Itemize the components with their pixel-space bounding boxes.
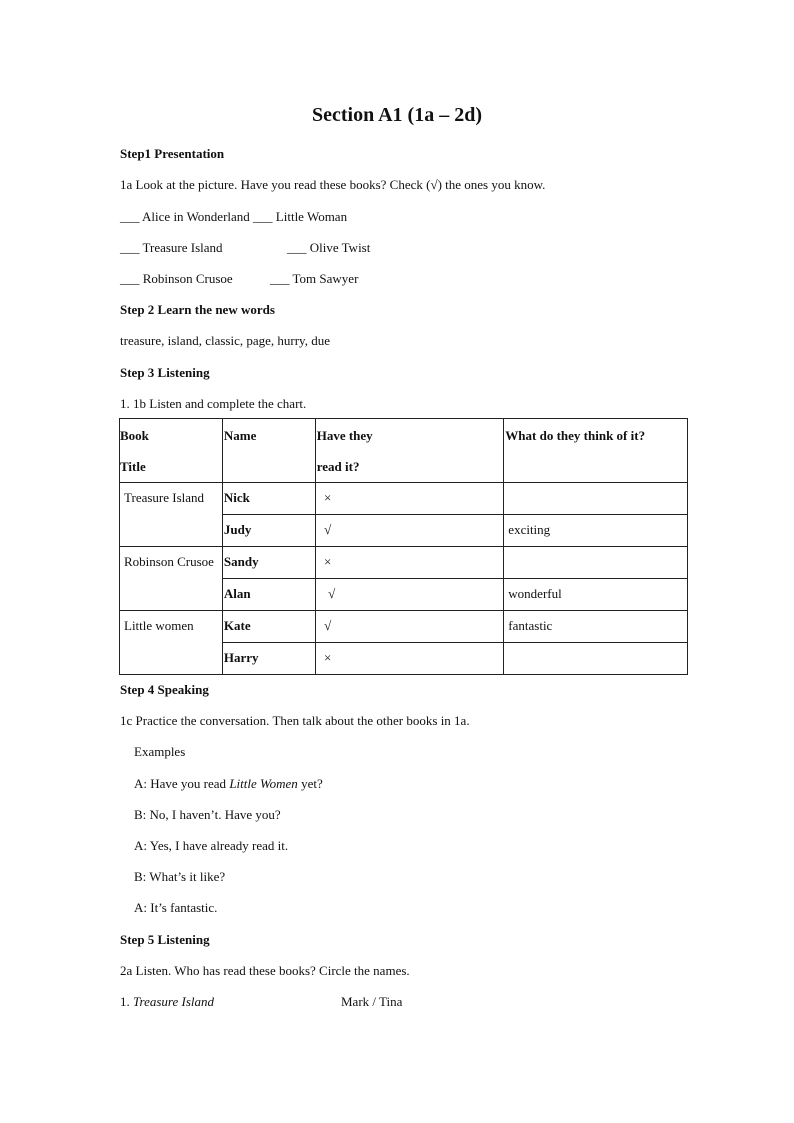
opinion-cell[interactable]: wonderful — [504, 579, 688, 611]
name-cell: Harry — [222, 643, 315, 675]
book-cell: Little women — [120, 611, 223, 675]
header-book-line2: Title — [120, 459, 146, 474]
opinion-cell[interactable] — [504, 547, 688, 579]
name-cell: Alan — [222, 579, 315, 611]
header-book-line1: Book — [120, 428, 149, 443]
book-option — [287, 240, 370, 256]
name-cell: Kate — [222, 611, 315, 643]
check-mark: √ — [324, 618, 332, 633]
step1-instruction: 1a Look at the picture. Have you read these books? Check (√) the ones you know. — [120, 177, 546, 192]
dialogue-line: B: What’s it like? — [134, 869, 226, 884]
book-title: Treasure Island — [142, 240, 223, 255]
answer-blank[interactable]: ___ — [120, 240, 140, 255]
item-number: 1. — [120, 994, 130, 1009]
examples-label: Examples — [134, 744, 186, 759]
book-option — [120, 240, 223, 256]
step3-heading: Step 3 Listening — [120, 365, 210, 380]
step1-heading: Step1 Presentation — [120, 146, 225, 161]
page-title: Section A1 (1a – 2d) — [312, 104, 482, 126]
answer-blank[interactable]: ___ — [253, 209, 273, 224]
opinion-cell[interactable]: fantastic — [504, 611, 688, 643]
header-read-line1: Have they — [316, 428, 373, 443]
book-title: Robinson Crusoe — [142, 271, 233, 286]
item-book-title: Treasure Island — [133, 994, 215, 1009]
answer-blank[interactable]: ___ — [287, 240, 307, 255]
dialogue-line: A: Yes, I have already read it. — [134, 838, 289, 853]
listening-item — [120, 994, 214, 1010]
cross-mark: × — [324, 650, 332, 665]
step2-heading: Step 2 Learn the new words — [120, 302, 275, 317]
cross-mark: × — [324, 490, 332, 505]
step4-instruction: 1c Practice the conversation. Then talk about the other books in 1a. — [120, 713, 470, 728]
check-mark: √ — [328, 586, 336, 601]
table-row — [120, 611, 688, 643]
dialogue-line: A: It’s fantastic. — [134, 900, 218, 915]
step5-heading: Step 5 Listening — [120, 932, 210, 947]
opinion-cell[interactable]: exciting — [504, 515, 688, 547]
listening-chart — [119, 418, 688, 675]
read-cell[interactable] — [315, 515, 504, 547]
step5-instruction: 2a Listen. Who has read these books? Circle the names. — [120, 963, 410, 978]
read-cell[interactable] — [315, 547, 504, 579]
header-have-read — [315, 419, 504, 483]
read-cell[interactable] — [315, 643, 504, 675]
dialogue-line: B: No, I haven’t. Have you? — [134, 807, 281, 822]
book-cell: Robinson Crusoe — [120, 547, 223, 611]
vocabulary-list: treasure, island, classic, page, hurry, due — [120, 333, 330, 348]
cross-mark: × — [324, 554, 332, 569]
dialogue-line — [134, 776, 323, 792]
book-title: Little Woman — [275, 209, 348, 224]
step3-instruction: 1. 1b Listen and complete the chart. — [120, 396, 307, 411]
check-mark: √ — [324, 522, 332, 537]
book-option — [270, 271, 358, 287]
book-cell: Treasure Island — [120, 483, 223, 547]
dialogue-text: A: Have you read — [134, 776, 230, 791]
table-header-row — [120, 419, 688, 483]
read-cell[interactable] — [315, 611, 504, 643]
name-choices[interactable]: Mark / Tina — [341, 994, 403, 1009]
read-cell[interactable] — [315, 483, 504, 515]
book-option — [120, 209, 347, 225]
step4-heading: Step 4 Speaking — [120, 682, 209, 697]
name-cell: Sandy — [222, 547, 315, 579]
opinion-cell[interactable] — [504, 483, 688, 515]
dialogue-text: yet? — [297, 776, 323, 791]
book-option — [120, 271, 233, 287]
book-title: Tom Sawyer — [292, 271, 359, 286]
answer-blank[interactable]: ___ — [120, 271, 140, 286]
read-cell[interactable] — [315, 579, 504, 611]
book-title: Alice in Wonderland — [142, 209, 250, 224]
header-read-line2: read it? — [316, 459, 360, 474]
name-cell: Judy — [222, 515, 315, 547]
book-title: Olive Twist — [309, 240, 371, 255]
table-row — [120, 547, 688, 579]
header-name: Name — [222, 419, 315, 483]
book-title-italic: Little Women — [229, 776, 298, 791]
header-book-title — [120, 419, 223, 483]
answer-blank[interactable]: ___ — [120, 209, 140, 224]
opinion-cell[interactable] — [504, 643, 688, 675]
table-row — [120, 483, 688, 515]
header-opinion: What do they think of it? — [504, 419, 688, 483]
answer-blank[interactable]: ___ — [270, 271, 290, 286]
name-cell: Nick — [222, 483, 315, 515]
